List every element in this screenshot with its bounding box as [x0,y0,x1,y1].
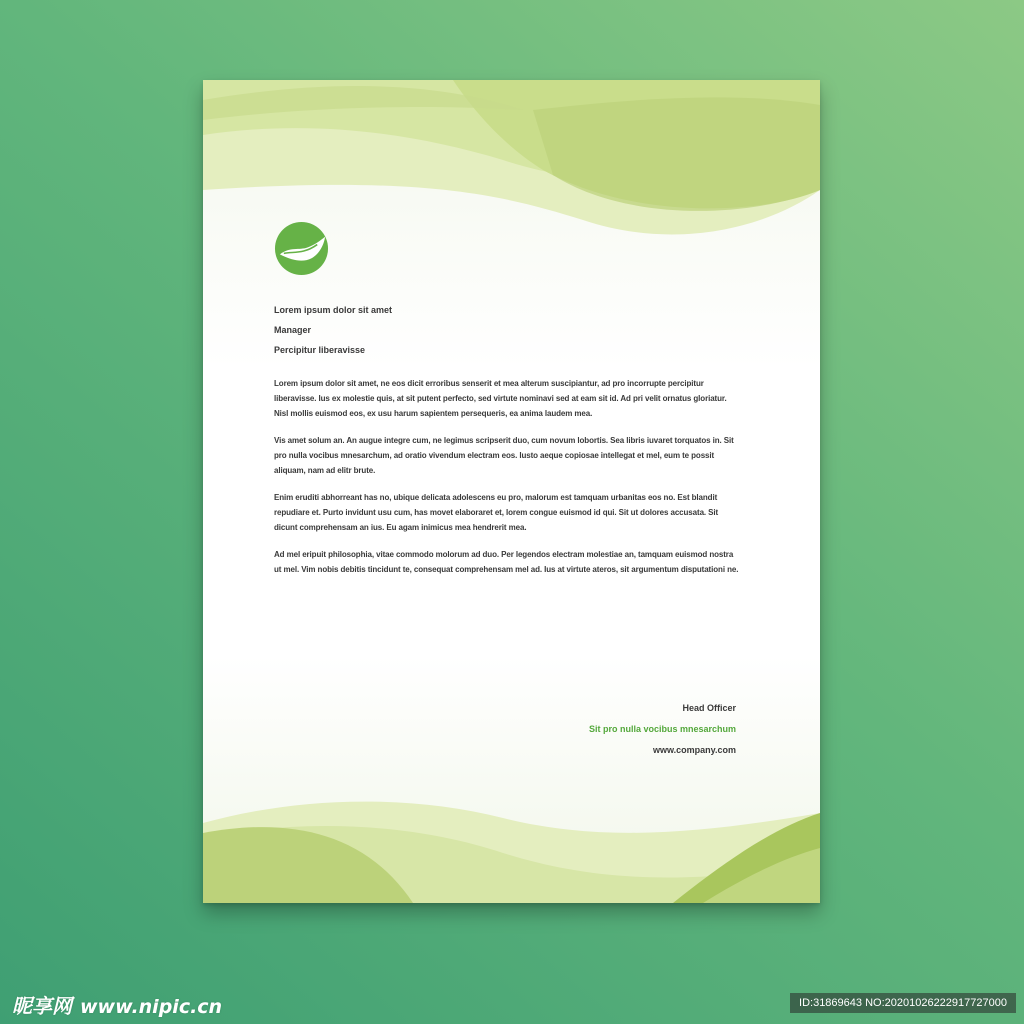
image-id-badge: ID:31869643 NO:20201026222917727000 [790,993,1016,1013]
body-paragraph-3: Enim eruditi abhorreant has no, ubique delicata adolescens eu pro, malorum est tamquam urbanitas eos no. Est blandit repudiare et. Purto invidunt usu cum, has movet elaboraret et, lorem congue euismod id qui. Sit ut dolores accusata. Sit dicunt comprehensam an ius. Eu agam inimicus mea hendrerit mea. [274,493,719,532]
website-link[interactable]: www.company.com [652,745,736,755]
sender-block [274,300,740,360]
bottom-wave-decoration [203,793,820,903]
site-watermark [12,990,222,1019]
signature-name: Head Officer [682,703,736,713]
signature-line: Sit pro nulla vocibus mnesarchum [588,724,736,734]
body-paragraph-1: Lorem ipsum dolor sit amet, ne eos dicit erroribus senserit et mea alterum suscipiantur, ad pro incorrupte percipitur liberavisse. Ius ex molestie quis, at sit putent perfecto, sed virtute nominavi sed at eam sit id. Ad pri velit ornatus gloriatur. Nisl mollis euismod eos, ex usu harum sapientem persequeris, ea anima laudem mea. [274,379,727,418]
site-url: www.nipic.cn [80,996,223,1018]
leaf-circle-icon [274,221,329,276]
body-paragraph-2: Vis amet solum an. An augue integre cum, ne legimus scripserit duo, cum novum lobortis. Sea libris iuvaret torquatos in. Sit pro nulla vocibus mnesarchum, ad oratio vivendum electram eos. Iusto aeque copiosae intellegat et mel, eum te possit aliquam, nam ad elitr brute. [274,436,734,475]
letter-body [274,376,740,589]
signature-block [589,698,736,761]
sender-title: Manager [274,325,312,335]
letterhead-page [203,80,820,903]
site-name-cn: 昵享网 [12,994,72,1018]
sender-name: Lorem ipsum dolor sit amet [274,305,393,315]
body-paragraph-4: Ad mel eripuit philosophia, vitae commodo molorum ad duo. Per legendos electram molestiae an, tamquam euismod nostra ut mel. Vim nobis debitis tincidunt te, consequat comprehensam mel ad. Ius at virtute ateros, sit argumentum disputationi ne. [274,550,739,574]
sender-subtitle: Percipitur liberavisse [274,345,366,355]
